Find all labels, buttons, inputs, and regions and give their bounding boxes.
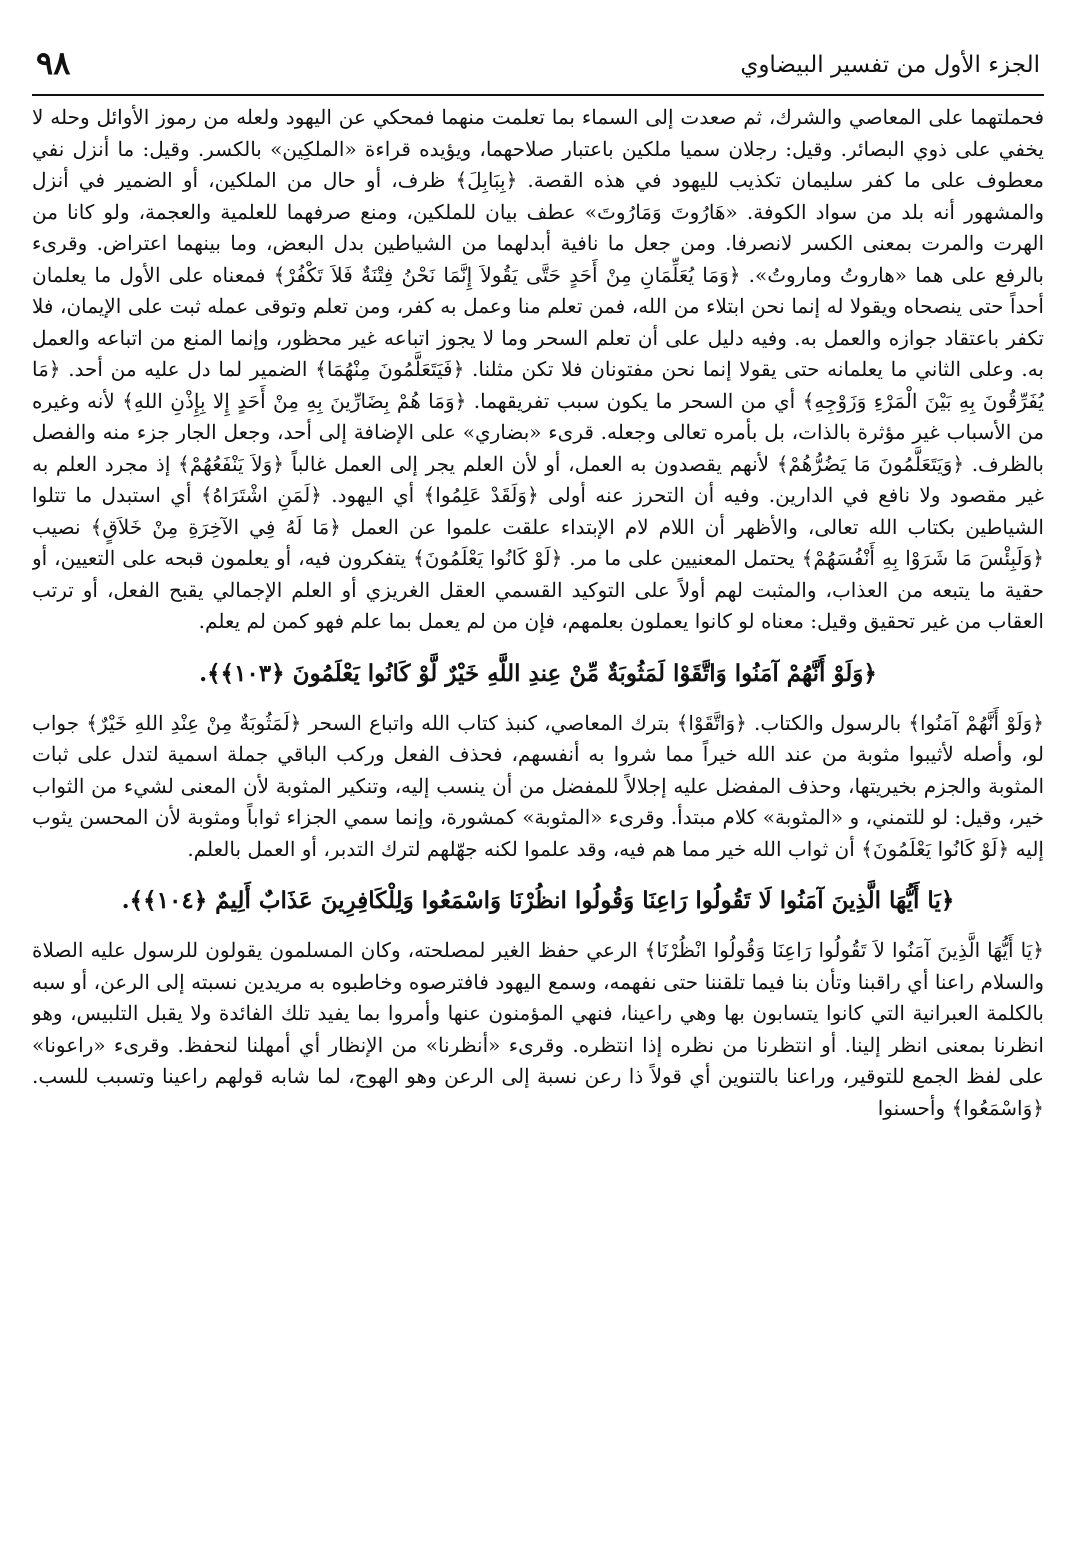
quran-verse-103: ﴿وَلَوْ أَنَّهُمْ آمَنُوا وَاتَّقَوْا لَمَثُوبَةٌ مِّنْ عِندِ اللَّهِ خَيْرٌ لَّوْ كَانُوا يَعْلَمُونَ ﴿١٠٣﴾﴾.: [199, 659, 877, 687]
commentary-paragraph-1: فحملتهما على المعاصي والشرك، ثم صعدت إلى السماء بما تعلمت منهما فمحكي عن اليهود ولعله من رموز الأوائل وحله لا يخفي على ذوي البصائر. وقيل: رجلان سميا ملكين باعتبار صلاحهما، ويؤيده قراءة «الملكِين» بالكسر. وقيل: ما أنزل نفي معطوف على ما كفر سليمان تكذيب لليهود في هذه القصة. ﴿بِبَابِلَ﴾ ظرف، أو حال من الملكين، أو الضمير في أنزل والمشهور أنه بلد من سواد الكوفة. «هَارُوتَ وَمَارُوتَ» عطف بيان للملكين، ومنع صرفهما للعلمية والعجمة، ولو كانا من الهرت والمرت بمعنى الكسر لانصرفا. ومن جعل ما نافية أبدلهما من الشياطين بدل البعض، وما بينهما اعتراض. وقرىء بالرفع على هما «هاروتُ وماروتُ». ﴿وَمَا يُعَلِّمَانِ مِنْ أَحَدٍ حَتَّى يَقُولاَ إِنَّمَا نَحْنُ فِتْنَةٌ فَلاَ تَكْفُرْ﴾ فمعناه على الأول ما يعلمان أحداً حتى ينصحاه ويقولا له إنما نحن ابتلاء من الله، فمن تعلم منا وعمل به كفر، ومن تعلم وتوقى عمله ثبت على الإيمان، فلا تكفر باعتقاد جوازه والعمل به. وفيه دليل على أن تعلم السحر وما لا يجوز اتباعه غير محظور، وإنما المنع من اتباعه والعمل به. وعلى الثاني ما يعلمانه حتى يقولا إنما نحن مفتونان فلا تكن مثلنا. ﴿فَيَتَعَلَّمُونَ مِنْهُمَا﴾ الضمير لما دل عليه من أحد. ﴿مَا يُفَرِّقُونَ بِهِ بَيْنَ الْمَرْءِ وَزَوْجِهِ﴾ أي من السحر ما يكون سبب تفريقهما. ﴿وَمَا هُمْ بِضَارِّينَ بِهِ مِنْ أَحَدٍ إِلا بِإِذْنِ اللهِ﴾ لأنه وغيره من الأسباب غير مؤثرة بالذات، بل بأمره تعالى وجعله. قرىء «بضاري» على الإضافة إلى أحد، وجعل الجار جزء منه والفصل بالظرف. ﴿وَيَتَعَلَّمُونَ مَا يَضُرُّهُمْ﴾ لأنهم يقصدون به العمل، أو لأن العلم يجر إلى العمل غالباً ﴿وَلاَ يَنْفَعُهُمْ﴾ إذ مجرد العلم به غير مقصود ولا نافع في الدارين. وفيه أن التحرز عنه أولى ﴿وَلَقَدْ عَلِمُوا﴾ أي اليهود. ﴿لَمَنِ اشْتَرَاهُ﴾ أي استبدل ما تتلوا الشياطين بكتاب الله تعالى، والأظهر أن اللام لام الإبتداء علقت علموا عن العمل ﴿مَا لَهُ فِي الآخِرَةِ مِنْ خَلاَقٍ﴾ نصيب ﴿وَلَبِئْسَ مَا شَرَوْا بِهِ أَنْفُسَهُمْ﴾ يحتمل المعنيين على ما مر. ﴿لَوْ كَانُوا يَعْلَمُونَ﴾ يتفكرون فيه، أو يعلمون قبحه على التعيين، أو حقية ما يتبعه من العذاب، والمثبت لهم أولاً على التوكيد القسمي العقل الغريزي أو العلم الإجمالي يقبح الفعل، أو ترتب العقاب من غير تحقيق وقيل: معناه لو كانوا يعملون بعلمهم، فإن من لم يعمل بما علم فهو كمن لم يعلم.: [32, 105, 1044, 633]
commentary-paragraph-2: ﴿وَلَوْ أَنَّهُمْ آمَنُوا﴾ بالرسول والكتاب. ﴿وَاتَّقَوْا﴾ بترك المعاصي، كنبذ كتاب الله واتباع السحر ﴿لَمَثُوبَةٌ مِنْ عِنْدِ اللهِ خَيْرٌ﴾ جواب لو، وأصله لأثيبوا مثوبة من عند الله خيراً مما شروا به أنفسهم، فحذف الفعل وركب الباقي جملة اسمية لتدل على ثبات المثوبة والجزم بخيريتها، وحذف المفضل عليه إجلالاً للمفضل من أن ينسب إليه، وتنكير المثوبة لأن المعنى لشيء من الثواب خير، وقيل: لو للتمني، و «المثوبة» كلام مبتدأ. وقرىء «المثوبة» كمشورة، وإنما سمي الجزاء ثواباً ومثوبة لأن المحسن يثوب إليه ﴿لَوْ كَانُوا يَعْلَمُونَ﴾ أن ثواب الله خير مما هم فيه، وقد علموا لكنه جهّلهم لترك التدبر، أو العمل بالعلم.: [32, 710, 1044, 861]
document-page: [32, 44, 1044, 1534]
commentary-paragraph-3: ﴿يَا أَيُّهَا الَّذِينَ آمَنُوا لاَ تَقُولُوا رَاعِنَا وَقُولُوا انْظُرْنَا﴾ الرعي حفظ الغير لمصلحته، وكان المسلمون يقولون للرسول عليه الصلاة والسلام راعنا أي راقبنا وتأن بنا فيما تلقننا حتى نفهمه، وسمع اليهود فافترصوه وخاطبوه به مريدين نسبته إلى الرعن، أو سبه بالكلمة العبرانية التي كانوا يتسابون بها وهي راعينا، فنهي المؤمنون عنها وأمروا بما يفيد تلك الفائدة ولا يقبل التلبيس، وهو انظرنا بمعنى انظر إلينا. أو انتظرنا من نظره إذا انتظره. وقرىء «أنظرنا» من الإنظار أي أمهلنا لنحفظ. وقرىء «راعونا» على لفظ الجمع للتوقير، وراعنا بالتنوين أي قولاً ذا رعن نسبة إلى الرعن وهو الهوج، لما شابه قولهم راعينا وتسبب للسب. ﴿وَاسْمَعُوا﴾ وأحسنوا: [32, 938, 1044, 1120]
page-header: [32, 44, 1044, 96]
page-number: ٩٨: [36, 44, 71, 82]
running-title: الجزء الأول من تفسير البيضاوي: [740, 52, 1040, 78]
quran-verse-104: ﴿يَا أَيُّهَا الَّذِينَ آمَنُوا لَا تَقُولُوا رَاعِنَا وَقُولُوا انظُرْنَا وَاسْمَعُوا وَلِلْكَافِرِينَ عَذَابٌ أَلِيمٌ ﴿١٠٤﴾﴾.: [121, 887, 955, 914]
